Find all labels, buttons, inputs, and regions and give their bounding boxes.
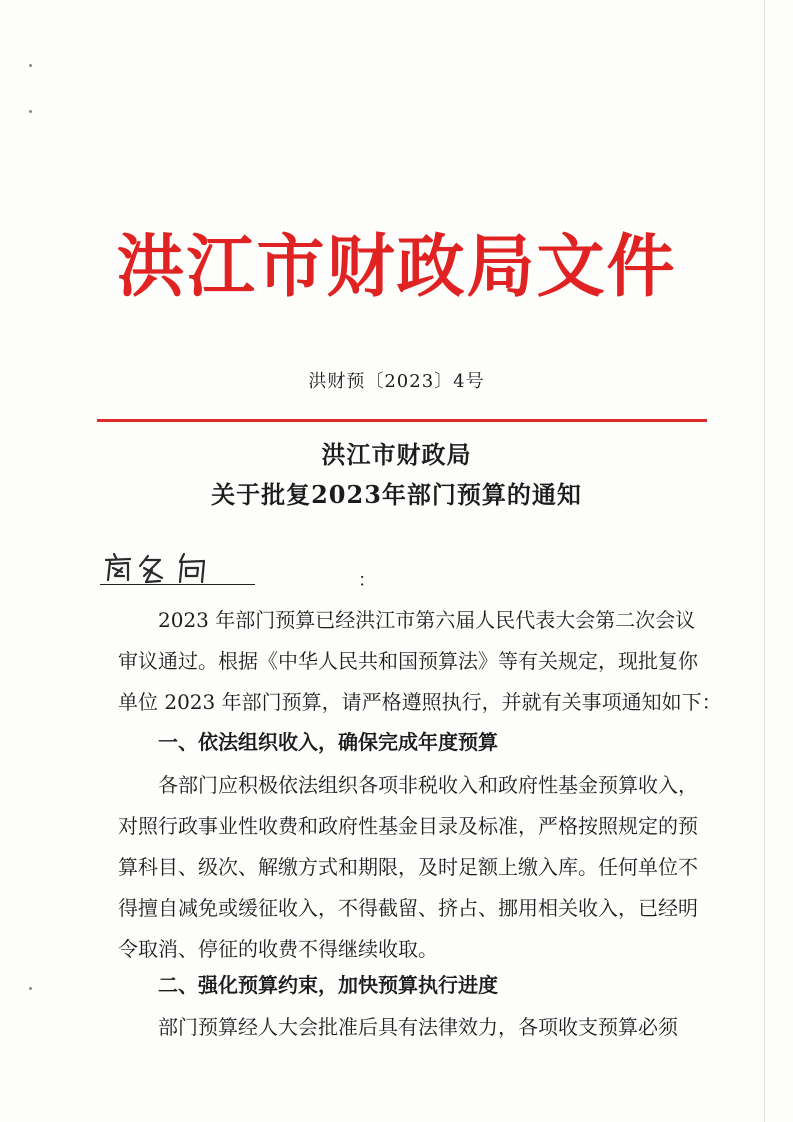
- paragraph-line: 审议通过。根据《中华人民共和国预算法》等有关规定，现批复你: [118, 649, 698, 673]
- scan-edge-line: [764, 0, 765, 1122]
- document-header-title: 洪江市财政局文件: [116, 227, 677, 307]
- section2-paragraph: [118, 1013, 688, 1041]
- handwritten-recipient-signature: [100, 548, 250, 588]
- section-heading-2: [118, 971, 688, 999]
- paragraph-line: 算科目、级次、解缴方式和期限，及时足额上缴入库。任何单位不: [118, 855, 698, 879]
- intro-paragraph: [118, 606, 696, 634]
- section-heading-text: 二、强化预算约束，加快预算执行进度: [158, 973, 498, 997]
- recipient-line: [100, 548, 376, 591]
- paragraph-line: 得擅自减免或缓征收入，不得截留、挤占、挪用相关收入，已经明: [118, 896, 698, 920]
- binding-hole-mark: [29, 110, 32, 113]
- paragraph-line: 各部门应积极依法组织各项非税收入和政府性基金预算收入，: [158, 773, 698, 797]
- paragraph-line: 单位 2023 年部门预算，请严格遵照执行，并就有关事项通知如下：: [118, 690, 722, 714]
- recipient-underline: [100, 584, 255, 585]
- section1-paragraph: [118, 771, 698, 799]
- section-heading-text: 一、依法组织收入，确保完成年度预算: [158, 730, 498, 754]
- document-number: 洪财预〔2023〕4号: [308, 371, 485, 392]
- issuer-title: 洪江市财政局: [321, 440, 472, 469]
- notice-title: 关于批复2023年部门预算的通知: [211, 480, 582, 509]
- recipient-colon: ：: [358, 570, 376, 591]
- paragraph-line: 对照行政事业性收费和政府性基金目录及标准，严格按照规定的预: [118, 814, 698, 838]
- paragraph-line: 令取消、停征的收费不得继续收取。: [118, 937, 438, 961]
- paragraph-line: 部门预算经人大会批准后具有法律效力，各项收支预算必须: [158, 1015, 678, 1039]
- binding-hole-mark: [29, 64, 32, 67]
- binding-hole-mark: [29, 987, 32, 990]
- red-separator-line: [97, 419, 707, 422]
- paragraph-line: 2023 年部门预算已经洪江市第六届人民代表大会第二次会议: [158, 608, 696, 632]
- section-heading-1: [118, 728, 688, 756]
